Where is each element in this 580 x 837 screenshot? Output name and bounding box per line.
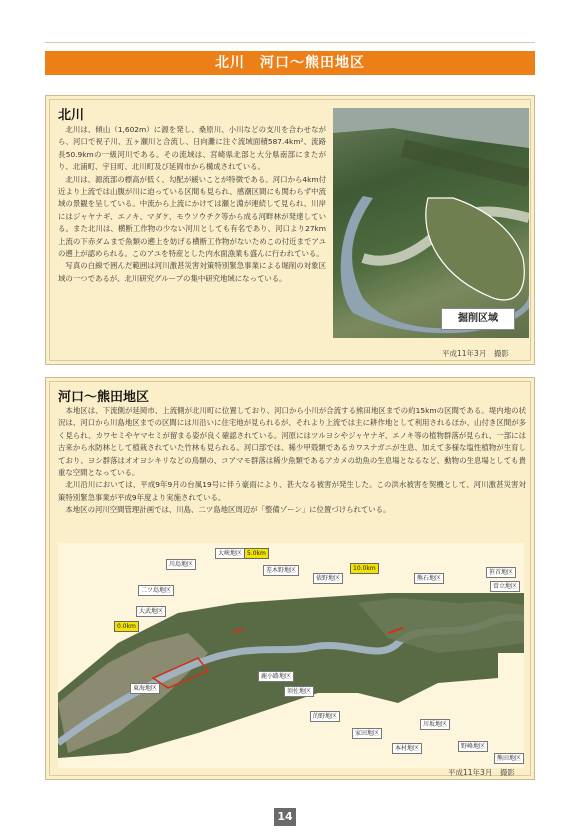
- map-label: 川島地区: [166, 559, 196, 570]
- page-number: 14: [274, 808, 296, 826]
- photo-label: 掘削区域: [441, 308, 515, 330]
- map-label: 二ツ島地区: [138, 585, 174, 596]
- map-label: 東海地区: [130, 683, 160, 694]
- section-body: [58, 405, 526, 517]
- aerial-map: [58, 543, 524, 768]
- aerial-photo: [333, 108, 529, 338]
- map-label: 大峡地区: [215, 548, 245, 559]
- map-label: 川坂地区: [420, 719, 450, 730]
- paragraph: 本地区の河川空間管理計画では、川島、二ツ島地区周辺が「整備ゾーン」に位置づけられている。: [65, 505, 391, 515]
- paragraph: 北川沿川においては、平成9年9月の台風19号に伴う豪雨により、甚大なる被害が発生した。この洪水被害を契機として、河川激甚災害対策特別緊急事業が平成9年度より実施されている。: [58, 480, 526, 502]
- section-title: 河口～熊田地区: [58, 390, 150, 405]
- km-marker: 5.0km: [244, 548, 269, 559]
- section-kawaguchi-kumata: [45, 377, 535, 780]
- map-label: 曽立地区: [490, 581, 520, 592]
- map-label: 熊田地区: [494, 753, 524, 764]
- paragraph: 北川は、傾山（1,602m）に源を発し、桑原川、小川などの支川を合わせながら、河口で祝子川、五ヶ瀬川と合流し、日向灘に注ぐ流域面積587.4km²、流路長50.9kmの一級河川である。その流域は、宮崎県北部と大分県南部にまたがり、北浦町、宇目町、北川町及び延岡市から構成されている。: [58, 125, 326, 172]
- km-marker: 0.0km: [114, 621, 139, 632]
- map-label: 熊石地区: [414, 573, 444, 584]
- map-label: 須佐地区: [284, 686, 314, 697]
- map-label: 鹿小路地区: [258, 671, 294, 682]
- km-marker: 10.0km: [350, 563, 379, 574]
- paragraph: 写真の白線で囲んだ範囲は河川激甚災害対策特別緊急事業による堀削の対象区域の一つであるが、北川研究グループの集中研究地域になっている。: [58, 261, 326, 283]
- section-body: [58, 124, 326, 285]
- map-label: 俵野地区: [313, 573, 343, 584]
- map-label: 家田地区: [352, 728, 382, 739]
- section-title: 北川: [58, 108, 85, 123]
- map-label: 本村地区: [392, 743, 422, 754]
- photo-caption: 平成11年3月 撮影: [442, 349, 509, 358]
- map-label: 野峰地区: [458, 741, 488, 752]
- map-label: 差木野地区: [263, 565, 299, 576]
- page-title-banner: 北川 河口～熊田地区: [45, 51, 535, 75]
- map-label: 大武地区: [136, 606, 166, 617]
- paragraph: 本地区は、下流側が延岡市、上流側が北川町に位置しており、河口から小川が合流する熊田地区までの約15kmの区間である。堤内地の状況は、河口から川島地区までの区間には川沿いに住宅地が見られるが、それより上流では主に耕作地として利用されるほか、山付き区間が多く見られ、カワセミやヤマセミが留まる姿が良く確認されている。河原にはツルヨシやジャヤナギ、エノキ等の植物群落が見られ、一部には古来から水防林として植栽されていた竹林も見られる。河口部では、稀少甲殻類であるカワスナガニが生息、加えて多様な塩性植物が生育しており、ヨシ群落はオオヨシキリなどの鳥類の、コアマモ群落は稀少魚類であるアカメの幼魚の生息場となるなど、動物の生息場としても貴重な空間となっている。: [58, 406, 526, 478]
- map-caption: 平成11年3月 撮影: [448, 768, 515, 777]
- paragraph: 北川は、源流部の標高が低く、勾配が緩いことが特徴である。河口から4km付近より上流では山腹が川に迫っている区間も見られ、感潮区間にも関わらず中流域の景観を呈している。中流から上流にかけては瀬と淵が連続して見られ、川岸にはジャヤナギ、エノキ、マダケ、モウソウチク等から成る河畔林が発達している。また北川は、横断工作物の少ない河川としても有名であり、河口より27km上流の下赤ダムまで魚類の遡上を妨げる横断工作物がないためこの付近までアユの遡上が認められる。このアユを特産とした内水面漁業も盛んに行われている。: [58, 174, 326, 259]
- top-rule: [45, 42, 535, 43]
- map-label: 的野地区: [310, 711, 340, 722]
- map-label: 笹首地区: [486, 567, 516, 578]
- section-kitagawa: [45, 95, 535, 365]
